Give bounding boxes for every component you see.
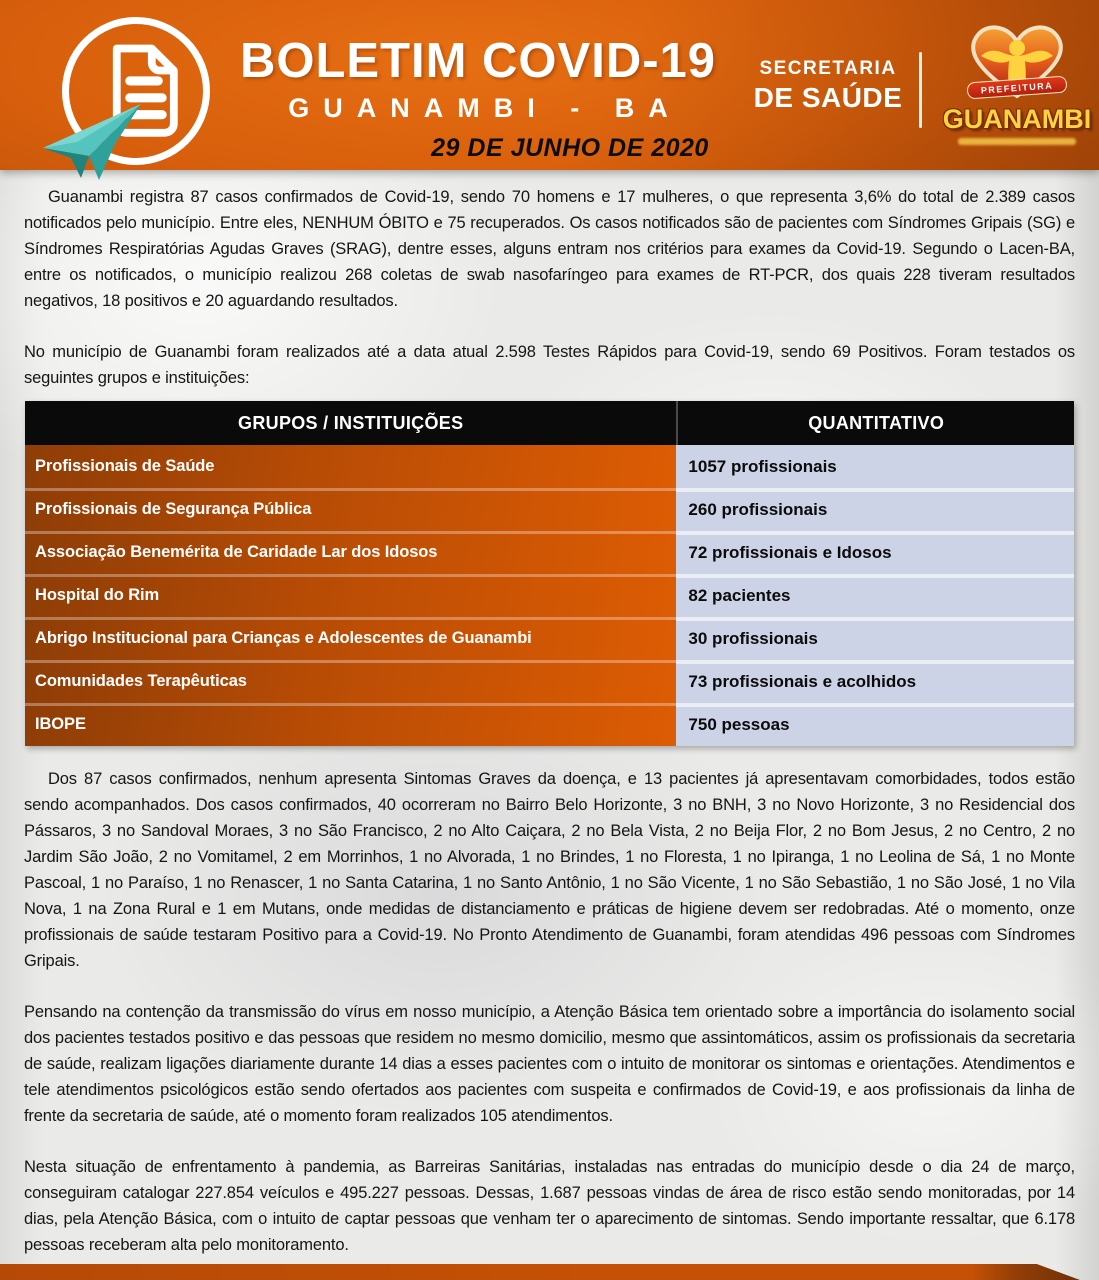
table-cell-group: IBOPE — [25, 703, 676, 746]
city-name: GUANAMBI — [942, 104, 1092, 134]
table-cell-group: Comunidades Terapêuticas — [25, 660, 676, 703]
groups-table — [25, 401, 1074, 746]
table-row — [25, 445, 1074, 488]
prefeitura-banner: PREFEITURA — [967, 76, 1068, 100]
table-row — [25, 660, 1074, 703]
table-cell-quantity: 750 pessoas — [676, 703, 1074, 746]
table-row — [25, 488, 1074, 531]
paragraph-sanitary-barriers: Nesta situação de enfrentamento à pandemia, as Barreiras Sanitárias, instaladas nas entradas do município desde o dia 24 de março, conseguiram catalogar 227.854 veículos e 495.227 pessoas. Dessas, 1.687 pessoas vindas de área de risco estão sendo monitoradas, por 14 dias, pela Atenção Básica, com o intuito de captar pessoas que venham ter o aparecimento de sintomas. Sendo importante ressaltar, que 6.178 pessoas receberam alta pelo monitoramento. — [24, 1158, 1075, 1254]
table-row — [25, 703, 1074, 746]
bulletin-body — [0, 170, 1099, 1258]
table-cell-group: Hospital do Rim — [25, 574, 676, 617]
table-cell-group: Profissionais de Saúde — [25, 445, 676, 488]
table-cell-quantity: 72 profissionais e Idosos — [676, 531, 1074, 574]
table-row — [25, 617, 1074, 660]
secretaria-line1: SECRETARIA — [759, 58, 897, 79]
table-cell-quantity: 82 pacientes — [676, 574, 1074, 617]
table-cell-quantity: 260 profissionais — [676, 488, 1074, 531]
city-tagline-strip — [958, 138, 1076, 145]
header-banner — [0, 0, 1099, 170]
bulletin-logo — [62, 17, 210, 165]
table-cell-group: Profissionais de Segurança Pública — [25, 488, 676, 531]
table-row — [25, 531, 1074, 574]
prefeitura-logo — [942, 22, 1092, 145]
bulletin-date: 29 DE JUNHO DE 2020 — [431, 134, 709, 162]
table-cell-quantity: 30 profissionais — [676, 617, 1074, 660]
table-cell-quantity: 1057 profissionais — [676, 445, 1074, 488]
header-divider — [919, 52, 922, 128]
secretaria-line2: DE SAÚDE — [753, 82, 903, 113]
table-cell-quantity: 73 profissionais e acolhidos — [676, 660, 1074, 703]
table-body — [25, 445, 1074, 746]
table-header-row — [25, 401, 1074, 445]
table-cell-group: Abrigo Institucional para Crianças e Adolescentes de Guanambi — [25, 617, 676, 660]
paragraph-cases-summary: Guanambi registra 87 casos confirmados de Covid-19, sendo 70 homens e 17 mulheres, o que representa 3,6% do total de 2.389 casos notificados pelo município. Entre eles, NENHUM ÓBITO e 75 recuperados. Os casos notificados são de pacientes com Síndromes Gripais (SG) e Síndromes Respiratórias Agudas Graves (SRAG), dentre esses, alguns entram nos critérios para exames da Covid-19. Segundo o Lacen-BA, entre os notificados, o município realizou 268 coletas de swab nasofaríngeo para exames de RT-PCR, dos quais 228 tiveram resultados negativos, 18 positivos e 20 aguardando resultados. — [24, 188, 1075, 310]
paragraph-primary-care: Pensando na contenção da transmissão do vírus em nosso município, a Atenção Básica tem orientado sobre a importância do isolamento social dos pacientes testados positivo e das pessoas que residem no mesmo domicilio, mesmo que assintomáticos, assim os profissionais da secretaria de saúde, realizam ligações diariamente durante 14 dias a esses pacientes com o intuito de monitorar os sintomas e orientações. Atendimentos e tele atendimentos psicológicos estão sendo ofertados aos pacientes com suspeita e confirmados de Covid-19, e aos profissionais da linha de frente da secretaria de saúde, até o momento foram realizados 105 atendimentos. — [24, 1003, 1075, 1125]
table-row — [25, 574, 1074, 617]
table-cell-group: Associação Benemérita de Caridade Lar dos Idosos — [25, 531, 676, 574]
table-header-groups: GRUPOS / INSTITUIÇÕES — [238, 412, 464, 433]
bulletin-subtitle: GUANAMBI - BA — [288, 93, 682, 123]
table-header-quantity: QUANTITATIVO — [676, 401, 1074, 445]
secretaria-label — [748, 58, 908, 114]
paragraph-neighborhoods: Dos 87 casos confirmados, nenhum apresenta Sintomas Graves da doença, e 13 pacientes já apresentavam comorbidades, todos estão sendo acompanhados. Dos casos confirmados, 40 ocorreram no Bairro Belo Horizonte, 3 no BNH, 3 no Novo Horizonte, 3 no Residencial dos Pássaros, 3 no Sandoval Moraes, 3 no São Francisco, 2 no Alto Caiçara, 2 no Bela Vista, 2 no Beija Flor, 2 no Bom Jesus, 2 no Centro, 2 no Jardim São João, 2 no Vomitamel, 2 em Morrinhos, 1 no Alvorada, 1 no Brindes, 1 no Floresta, 1 no Ipiranga, 1 no Leolina de Sá, 1 no Monte Pascoal, 1 no Paraíso, 1 no Renascer, 1 no Santa Catarina, 1 no Santo Antônio, 1 no São Vicente, 1 no São Sebastião, 1 no São José, 1 no Vila Nova, 1 na Zona Rural e 1 em Mutans, onde medidas de distanciamento e práticas de higiene devem ser redobradas. Até o momento, onze profissionais de saúde testaram Positivo para a Covid-19. No Pronto Atendimento de Guanambi, foram atendidas 496 pessoas com Síndromes Gripais. — [24, 770, 1075, 970]
paragraph-rapid-tests: No município de Guanambi foram realizados até a data atual 2.598 Testes Rápidos para Covid-19, sendo 69 Positivos. Foram testados os seguintes grupos e instituições: — [24, 343, 1075, 387]
footer-ribbon — [0, 1264, 1080, 1280]
bulletin-title: BOLETIM COVID-19 — [239, 34, 717, 88]
paper-plane-icon — [37, 86, 167, 191]
bulletin-title-block — [218, 33, 738, 124]
